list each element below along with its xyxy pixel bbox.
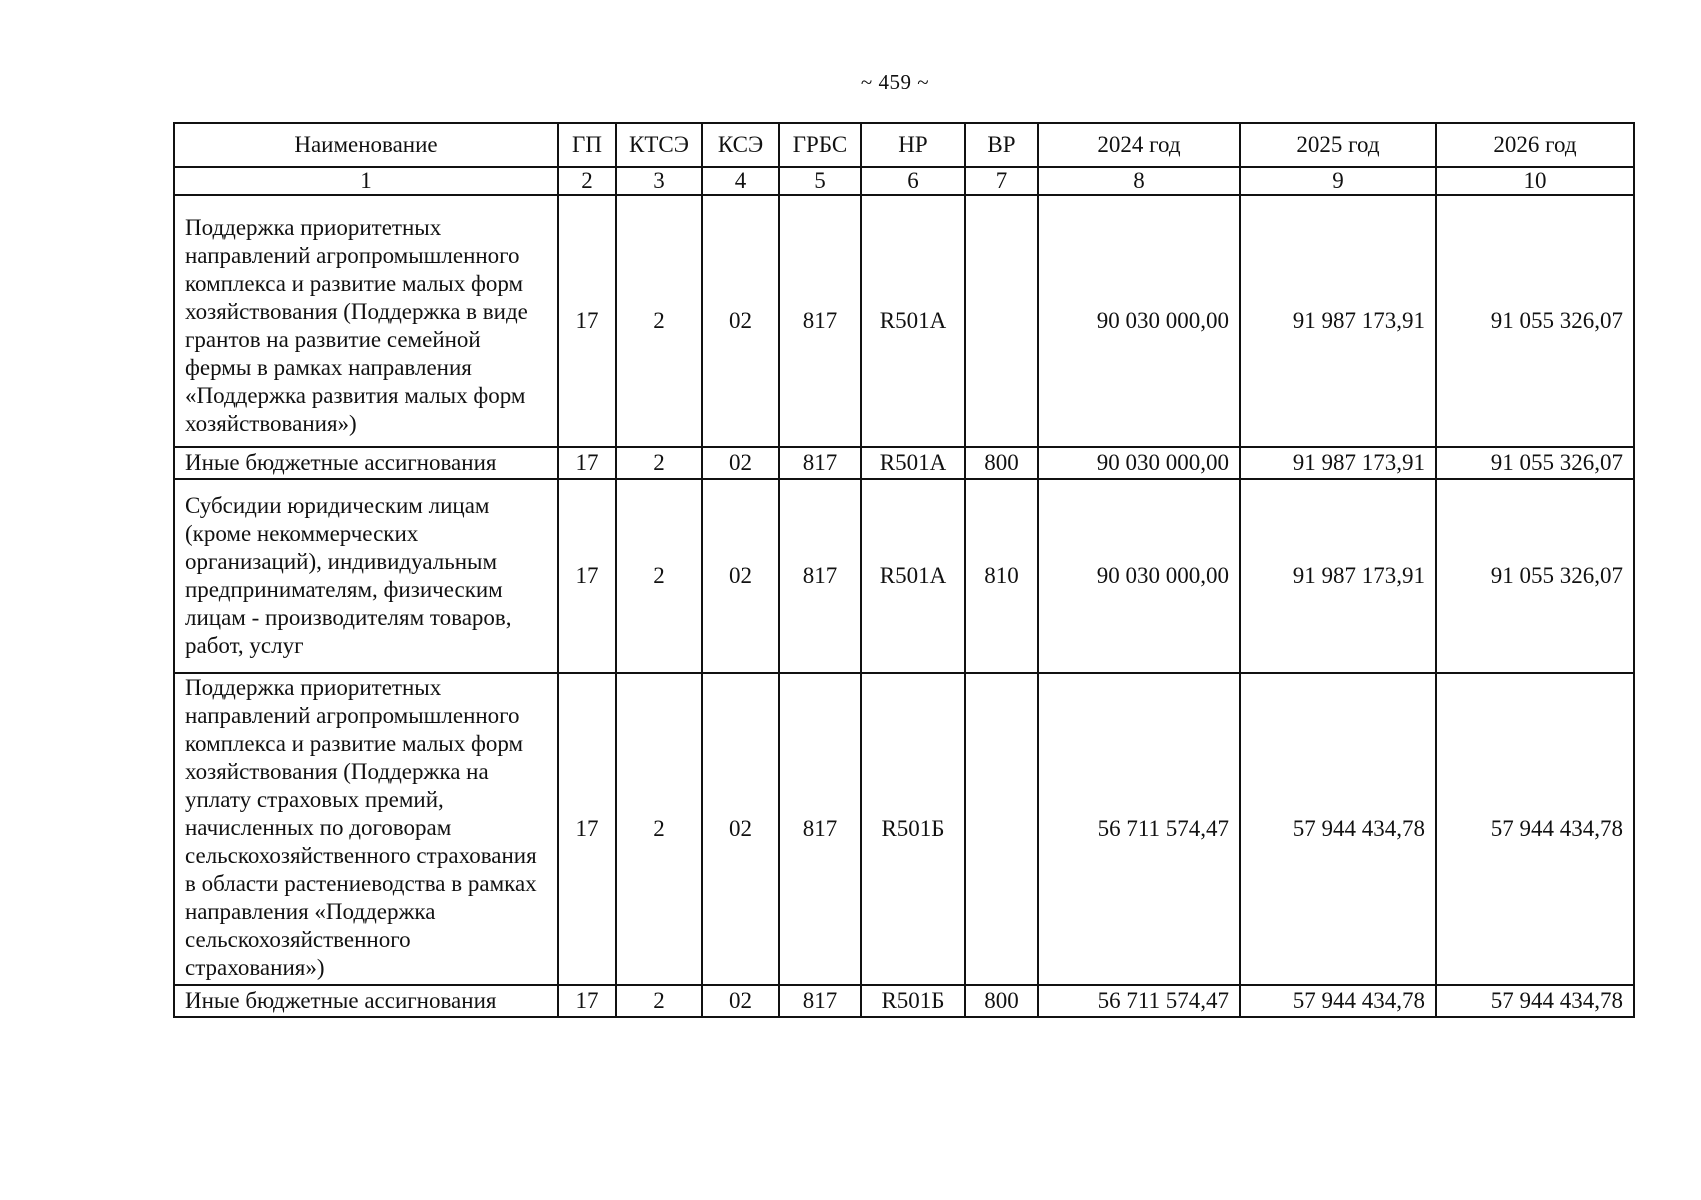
column-number: 10 [1436,167,1634,195]
cell-grbs: 817 [779,479,861,673]
table-row [174,479,1634,673]
cell-2025: 91 987 173,91 [1240,195,1436,447]
header-2026: 2026 год [1436,123,1634,167]
column-number: 5 [779,167,861,195]
cell-vr: 800 [965,447,1038,479]
cell-grbs: 817 [779,195,861,447]
cell-gp: 17 [558,673,616,985]
cell-2024: 90 030 000,00 [1038,479,1240,673]
page-number: ~ 459 ~ [860,70,930,94]
column-number: 3 [616,167,702,195]
header-kse: КСЭ [702,123,779,167]
cell-2025: 91 987 173,91 [1240,479,1436,673]
cell-ktse: 2 [616,673,702,985]
header-2025: 2025 год [1240,123,1436,167]
column-number: 4 [702,167,779,195]
cell-name: Субсидии юридическим лицам (кроме некоммерческих организаций), индивидуальным предпринимателям, физическим лицам - производителям товаров, работ, услуг [174,479,558,673]
cell-gp: 17 [558,447,616,479]
table-row [174,195,1634,447]
cell-2025: 57 944 434,78 [1240,673,1436,985]
cell-kse: 02 [702,447,779,479]
column-number: 8 [1038,167,1240,195]
table-row [174,985,1634,1017]
cell-kse: 02 [702,479,779,673]
header-nr: НР [861,123,965,167]
header-name: Наименование [174,123,558,167]
column-number: 6 [861,167,965,195]
header-row [174,123,1634,167]
header-grbs: ГРБС [779,123,861,167]
cell-2026: 91 055 326,07 [1436,195,1634,447]
cell-2024: 90 030 000,00 [1038,447,1240,479]
cell-name: Иные бюджетные ассигнования [174,447,558,479]
cell-nr: R501A [861,479,965,673]
cell-kse: 02 [702,195,779,447]
cell-vr: 800 [965,985,1038,1017]
cell-2024: 90 030 000,00 [1038,195,1240,447]
cell-grbs: 817 [779,447,861,479]
cell-2025: 91 987 173,91 [1240,447,1436,479]
cell-ktse: 2 [616,479,702,673]
table-row [174,673,1634,985]
header-vr: ВР [965,123,1038,167]
cell-nr: R501Б [861,985,965,1017]
column-number: 2 [558,167,616,195]
column-number: 7 [965,167,1038,195]
cell-kse: 02 [702,673,779,985]
cell-2026: 57 944 434,78 [1436,985,1634,1017]
cell-vr [965,673,1038,985]
cell-ktse: 2 [616,195,702,447]
table-row [174,447,1634,479]
column-number-row [174,167,1634,195]
cell-vr: 810 [965,479,1038,673]
cell-2024: 56 711 574,47 [1038,673,1240,985]
cell-name: Поддержка приоритетных направлений агропромышленного комплекса и развитие малых форм хозяйствования (Поддержка на уплату страховых премий, начисленных по договорам сельскохозяйственного страхования в области растениеводства в рамках направления «Поддержка сельскохозяйственного страхования») [174,673,558,985]
cell-ktse: 2 [616,985,702,1017]
cell-name: Иные бюджетные ассигнования [174,985,558,1017]
header-gp: ГП [558,123,616,167]
cell-gp: 17 [558,479,616,673]
cell-nr: R501A [861,195,965,447]
cell-gp: 17 [558,985,616,1017]
header-ktse: КТСЭ [616,123,702,167]
cell-kse: 02 [702,985,779,1017]
cell-name: Поддержка приоритетных направлений агропромышленного комплекса и развитие малых форм хозяйствования (Поддержка в виде грантов на развитие семейной фермы в рамках направления «Поддержка развития малых форм хозяйствования») [174,195,558,447]
column-number: 9 [1240,167,1436,195]
budget-table [173,122,1635,1018]
column-number: 1 [174,167,558,195]
cell-grbs: 817 [779,985,861,1017]
cell-2026: 57 944 434,78 [1436,673,1634,985]
cell-grbs: 817 [779,673,861,985]
cell-2025: 57 944 434,78 [1240,985,1436,1017]
cell-ktse: 2 [616,447,702,479]
cell-gp: 17 [558,195,616,447]
cell-2026: 91 055 326,07 [1436,447,1634,479]
cell-2026: 91 055 326,07 [1436,479,1634,673]
cell-nr: R501Б [861,673,965,985]
cell-nr: R501A [861,447,965,479]
header-2024: 2024 год [1038,123,1240,167]
cell-vr [965,195,1038,447]
cell-2024: 56 711 574,47 [1038,985,1240,1017]
